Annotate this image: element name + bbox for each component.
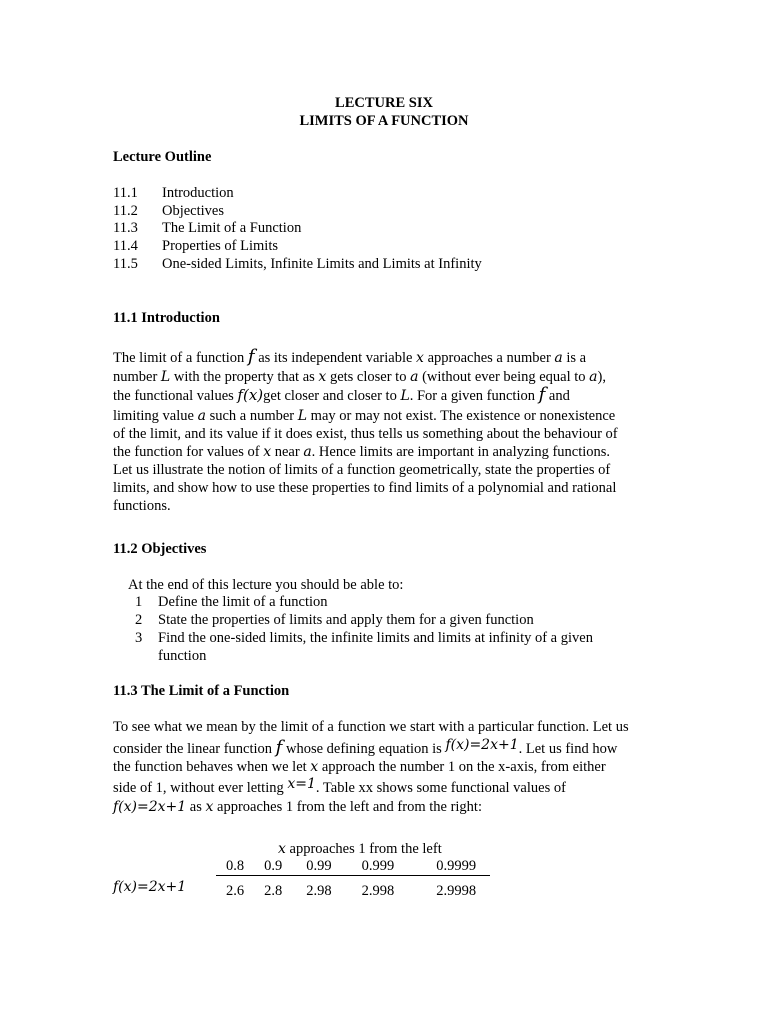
objectives-intro: At the end of this lecture you should be able to: bbox=[128, 577, 404, 593]
f-value-cell: 2.8 bbox=[264, 883, 283, 899]
outline-number: 11.4 bbox=[113, 238, 138, 254]
list-item-continuation: function bbox=[158, 648, 207, 664]
table-row bbox=[216, 857, 490, 876]
outline-label: Introduction bbox=[162, 185, 234, 201]
limit-paragraph: To see what we mean by the limit of a function we start with a particular function. Let us consider the linear function f whose defining equation is f(x)=2x+1. Let us find how the function behaves when we let x approach the number 1 on the x-axis, from either side of 1, without ever letting x=1. Table xx shows some functional values of f(x)=2x+1 as x approaches 1 from the left and from the right: bbox=[113, 719, 629, 815]
outline-item bbox=[113, 255, 482, 273]
outline-number: 11.5 bbox=[113, 256, 138, 272]
lecture-subtitle: LIMITS OF A FUNCTION bbox=[299, 113, 469, 129]
outline-item bbox=[113, 219, 301, 237]
x-value-cell: 0.9999 bbox=[410, 857, 490, 876]
table-caption: x approaches 1 from the left bbox=[278, 841, 442, 857]
section-heading-introduction: 11.1 Introduction bbox=[113, 310, 220, 326]
outline-label: Properties of Limits bbox=[162, 238, 278, 254]
f-value-cell: 2.98 bbox=[306, 883, 332, 899]
values-table bbox=[216, 857, 490, 900]
outline-item bbox=[113, 202, 224, 220]
lecture-title: LECTURE SIX bbox=[335, 95, 433, 111]
list-item: 3 Find the one-sided limits, the infinite limits and limits at infinity of a given bbox=[135, 630, 593, 646]
x-value-cell: 0.99 bbox=[292, 857, 345, 876]
outline-label: The Limit of a Function bbox=[162, 220, 302, 236]
outline-item bbox=[113, 184, 234, 202]
outline-label: Objectives bbox=[162, 203, 225, 219]
f-value-cell: 2.6 bbox=[226, 883, 245, 899]
outline-label: One-sided Limits, Infinite Limits and Limits at Infinity bbox=[162, 256, 482, 272]
outline-number: 11.2 bbox=[113, 203, 138, 219]
section-heading-objectives: 11.2 Objectives bbox=[113, 541, 207, 557]
outline-number: 11.1 bbox=[113, 185, 138, 201]
x-value-cell: 0.9 bbox=[254, 857, 292, 876]
section-heading-limit: 11.3 The Limit of a Function bbox=[113, 683, 290, 699]
outline-heading: Lecture Outline bbox=[113, 149, 212, 165]
f-value-cell: 2.9998 bbox=[436, 883, 477, 899]
introduction-paragraph: The limit of a function f as its independent variable x approaches a number a is a number L with the property that as x gets closer to a (without ever being equal to a), the functional values f(x)get closer and closer to L. For a given function f and limiting value a such a number L may or may not exist. The existence or nonexistence of the limit, and its value if it does exist, thus tells us something about the behaviour of the function for values of x near a. Hence limits are important in analyzing functions. Let us illustrate the notion of limits of a function geometrically, state the properties of limits, and show how to use these properties to find limits of a polynomial and rational functions. bbox=[113, 346, 618, 514]
outline-number: 11.3 bbox=[113, 220, 138, 236]
outline-item bbox=[113, 237, 278, 255]
table-row-label: f(x)=2x+1 bbox=[113, 879, 187, 895]
list-item: 1 Define the limit of a function bbox=[135, 594, 328, 610]
f-value-cell: 2.998 bbox=[361, 883, 395, 899]
x-value-cell: 0.999 bbox=[346, 857, 411, 876]
table-row bbox=[216, 876, 490, 901]
x-value-cell: 0.8 bbox=[216, 857, 254, 876]
list-item: 2 State the properties of limits and apply them for a given function bbox=[135, 612, 534, 628]
